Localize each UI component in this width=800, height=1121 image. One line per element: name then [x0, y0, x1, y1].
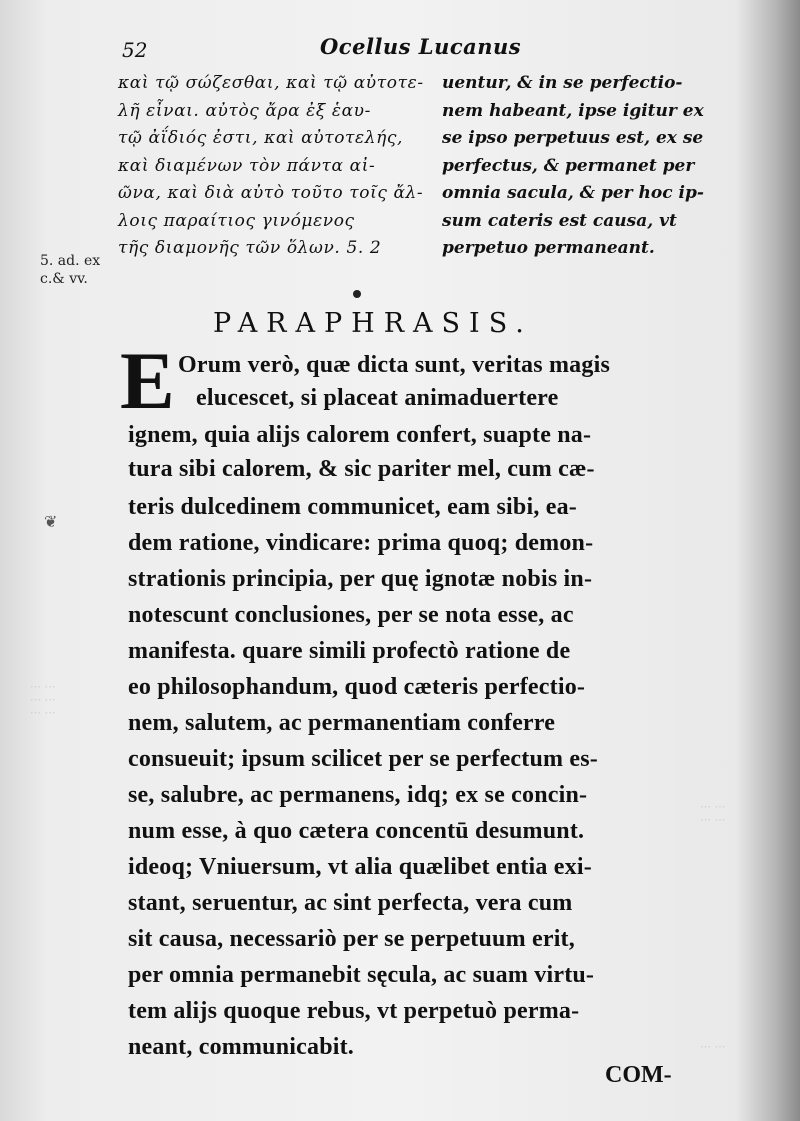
bleed-through-mark: ⋯ ⋯ ⋯ ⋯	[700, 800, 726, 826]
paraphrasis-line: num esse, à quo cætera concentū desumunt.	[128, 818, 585, 844]
greek-line: καὶ τῷ σώζεσθαι, καὶ τῷ αὐτοτε-	[118, 73, 424, 93]
bleed-through-mark: ⋯ ⋯	[700, 1040, 726, 1053]
paraphrasis-line: sit causa, necessariò per se perpetuum erit,	[128, 926, 575, 952]
bleed-through-mark: ⋯ ⋯ ⋯ ⋯ ⋯ ⋯	[30, 680, 56, 719]
latin-text-column	[442, 70, 772, 263]
paraphrasis-line: teris dulcedinem communicet, eam sibi, ea-	[128, 494, 577, 520]
paraphrasis-line: notescunt conclusiones, per se nota esse, ac	[128, 602, 574, 628]
paraphrasis-line: eo philosophandum, quod cæteris perfectio-	[128, 674, 586, 700]
paraphrasis-line: se, salubre, ac permanens, idq; ex se concin-	[128, 782, 588, 808]
paraphrasis-line: nem, salutem, ac permanentiam conferre	[128, 710, 556, 736]
margin-ornament-icon: ❦	[44, 512, 58, 531]
greek-line: τῷ ἀΐδιός ἐστι, καὶ αὐτοτελής,	[118, 128, 404, 148]
latin-line: omnia sacula, & per hoc ip-	[442, 183, 704, 203]
paraphrasis-line: strationis principia, per quę ignotæ nobis in-	[128, 566, 593, 592]
section-title: PARAPHRASIS.	[213, 308, 533, 339]
latin-line: uentur, & in se perfectio-	[442, 73, 683, 93]
paraphrasis-line: consueuit; ipsum scilicet per se perfectum es-	[128, 746, 599, 772]
latin-line: perfectus, & permanet per	[442, 155, 695, 176]
paraphrasis-line: ideoq; Vniuersum, vt alia quælibet entia exi-	[128, 854, 592, 880]
running-title: Ocellus Lucanus	[320, 34, 522, 59]
page-number: 52	[122, 38, 148, 62]
catchword: COM-	[605, 1062, 672, 1088]
greek-line: λοις παραίτιος γινόμενος	[118, 210, 355, 231]
greek-line: ῶνα, καὶ διὰ αὐτὸ τοῦτο τοῖς ἄλ-	[118, 183, 424, 203]
paraphrasis-line: tem alijs quoque rebus, vt perpetuò perma-	[128, 998, 580, 1024]
paraphrasis-line: stant, seruentur, ac sint perfecta, vera cum	[128, 890, 573, 916]
margin-note-line: c.& vv.	[40, 271, 88, 287]
section-dot-mark	[353, 290, 361, 298]
latin-line: perpetuo permaneant.	[442, 238, 655, 258]
paraphrasis-line: dem ratione, vindicare: prima quoq; demon-	[128, 530, 594, 556]
latin-line: nem habeant, ipse igitur ex	[442, 100, 704, 121]
drop-cap: E	[120, 335, 175, 426]
latin-line: se ipso perpetuus est, ex se	[442, 128, 704, 148]
latin-line: sum cateris est causa, vt	[442, 210, 677, 231]
paraphrasis-line: manifesta. quare simili profectò ratione de	[128, 638, 571, 664]
greek-line: τῆς διαμονῆς τῶν ὅλων. 5. 2	[118, 238, 382, 258]
greek-text-column	[118, 70, 430, 263]
paraphrasis-line: per omnia permanebit sęcula, ac suam virtu-	[128, 962, 595, 988]
margin-note	[40, 252, 100, 288]
margin-note-line: 5. ad. ex	[40, 253, 101, 269]
greek-line: καὶ διαμένων τὸν πάντα αἰ-	[118, 155, 376, 176]
paraphrasis-line: Orum verò, quæ dicta sunt, veritas magis	[178, 352, 610, 378]
paraphrasis-line: neant, communicabit.	[128, 1034, 354, 1060]
paraphrasis-line: ignem, quia alijs calorem confert, suapte na-	[128, 422, 592, 448]
paraphrasis-line: tura sibi calorem, & sic pariter mel, cum cæ-	[128, 456, 595, 482]
paraphrasis-line: elucescet, si placeat animaduertere	[196, 385, 559, 411]
greek-line: λῆ εἶναι. αὐτὸς ἄρα ἐξ ἑαυ-	[118, 100, 371, 121]
